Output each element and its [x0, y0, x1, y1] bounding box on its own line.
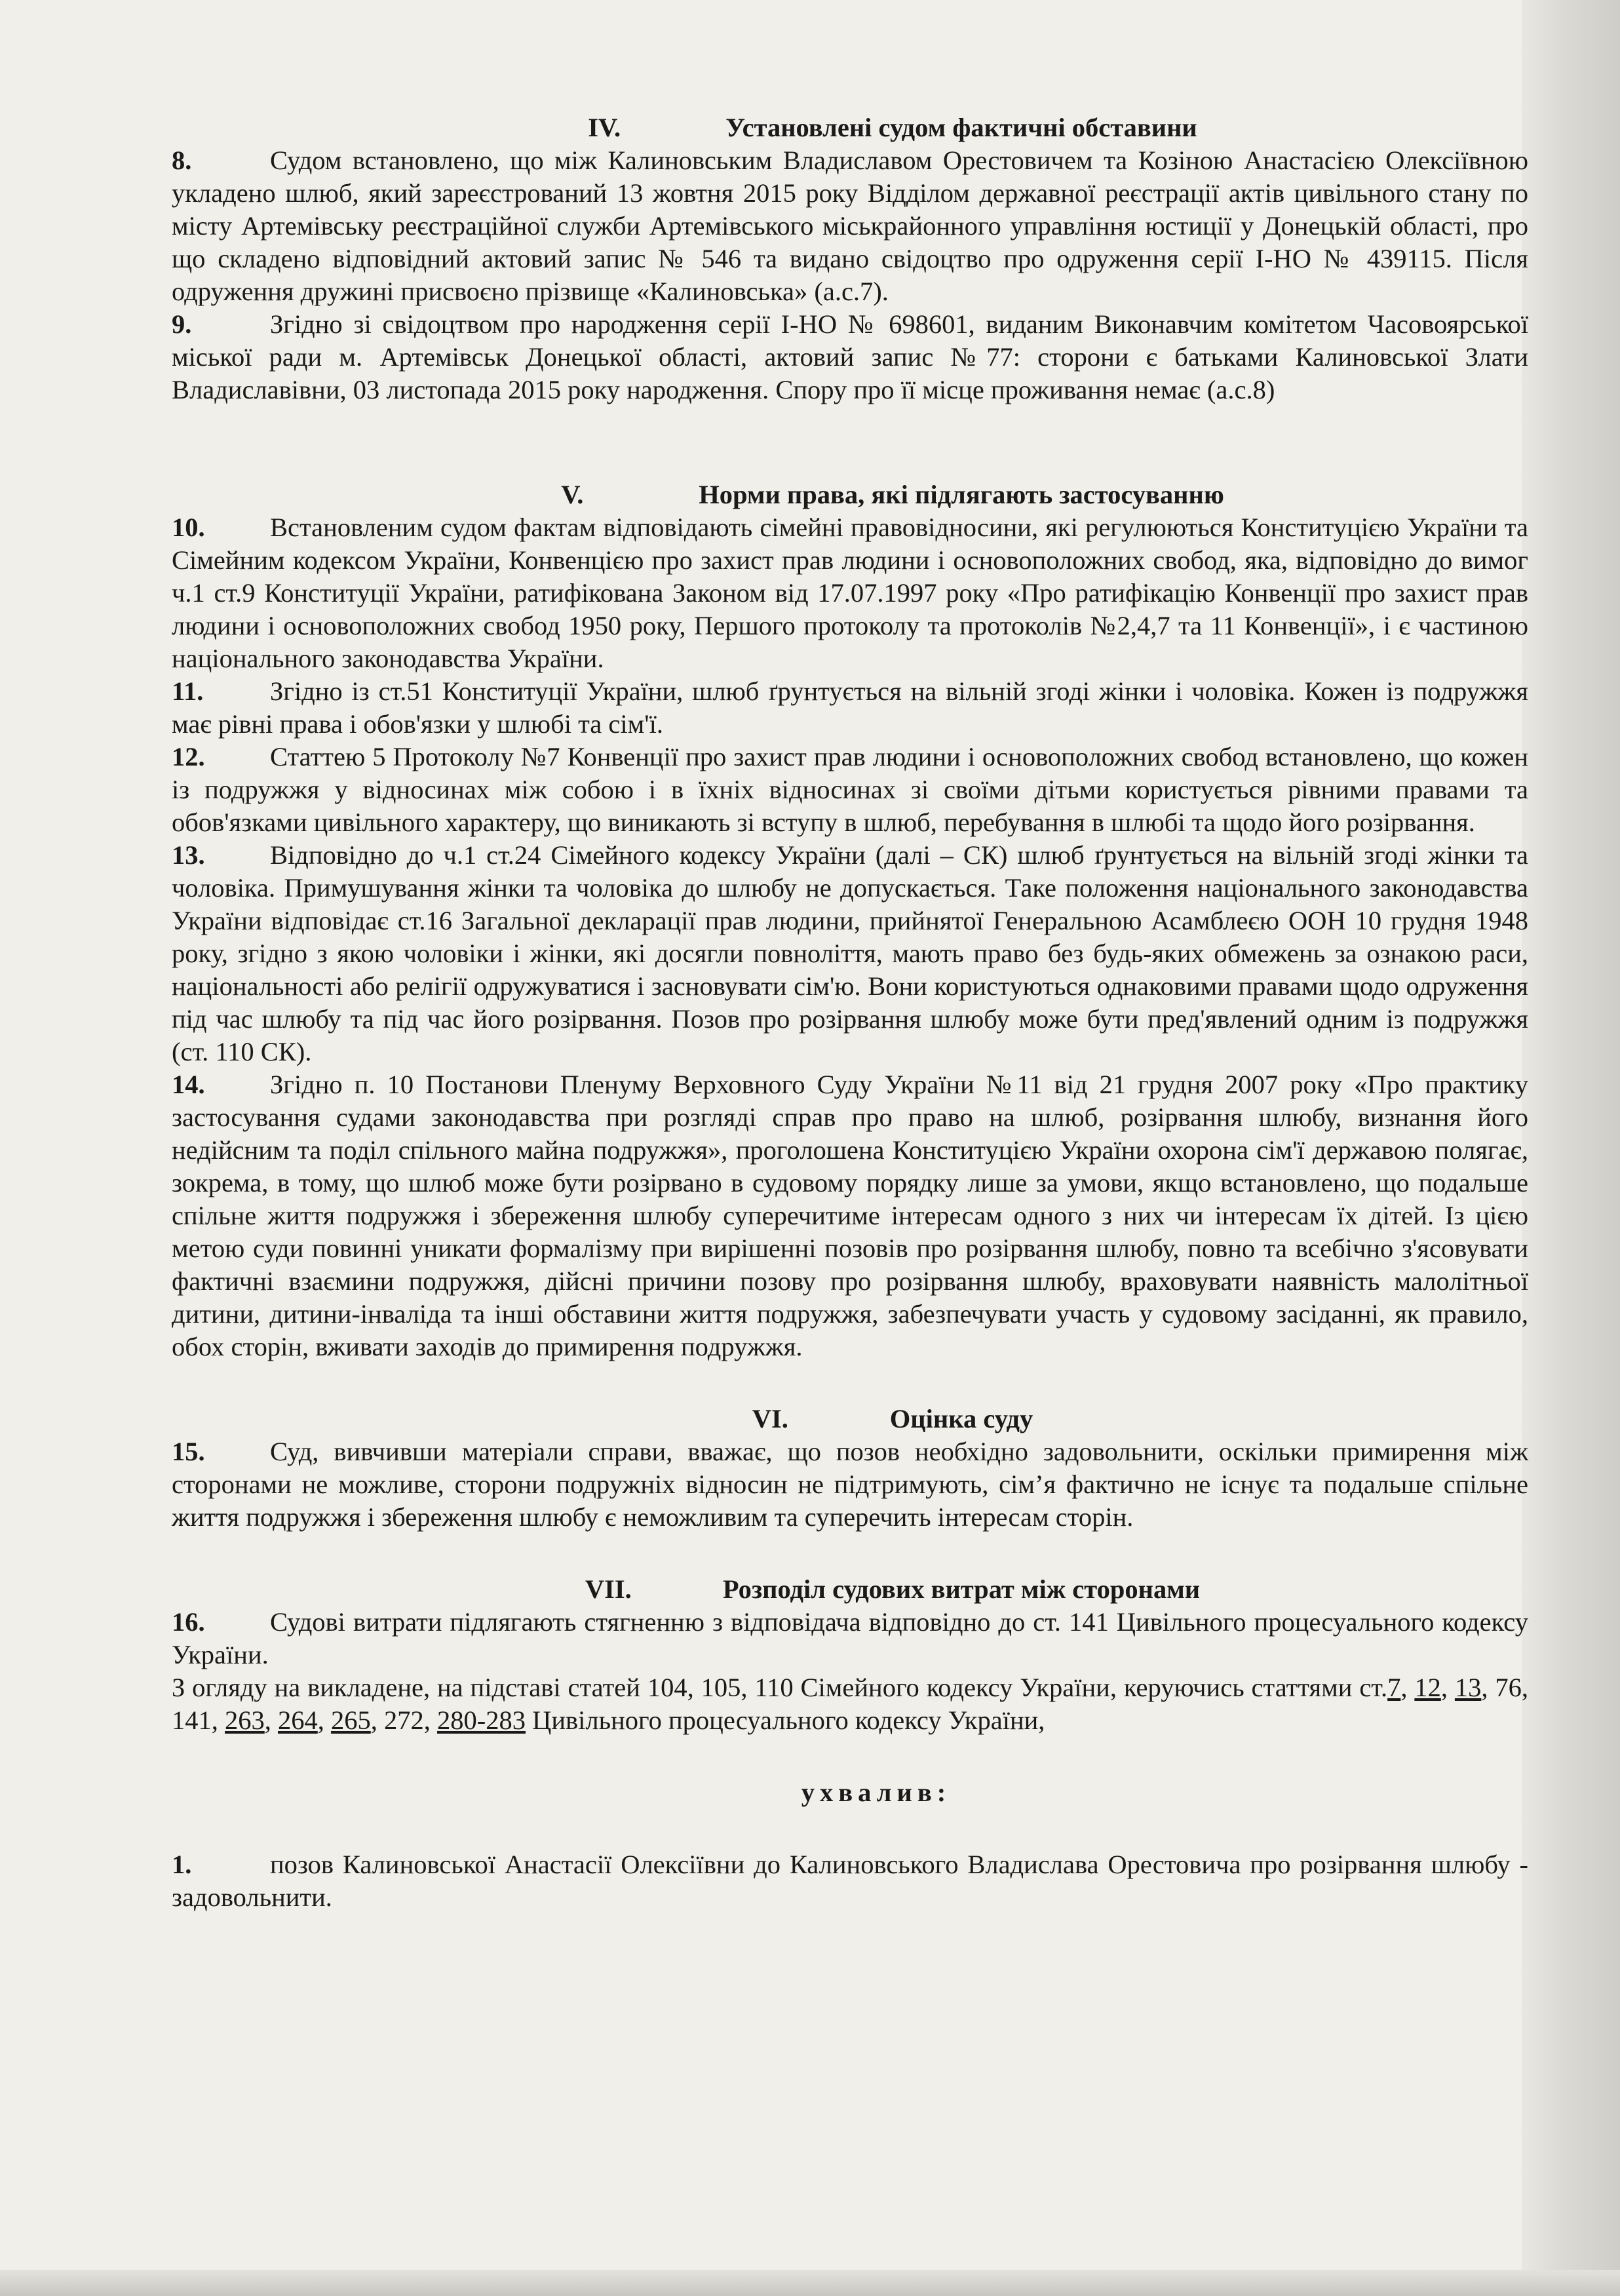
paragraph-8: 8. Судом встановлено, що між Калиновським Владиславом Орестовичем та Козіною Анастасією Олексіївною укладено шлюб, який зареєстрований 13 жовтня 2015 року Відділом державної реєстрації актів цивільного стану по місту Артемівську реєстраційної служби Артемівського міськрайонного управління юстиції у Донецькій області, про що складено відповідний актовий запис № 546 та видано свідоцтво про одруження серії І-НО № 439115. Після одруження дружині присвоєно прізвище «Калиновська» (а.с.7). [172, 146, 1528, 306]
section-heading-vi: VI. Оцінка суду [752, 1404, 1033, 1433]
paragraph-10: 10. Встановленим судом фактам відповідають сімейні правовідносини, які регулюються Конституцією України та Сімейним кодексом України, Конвенцією про захист прав людини і основоположних свобод, яка, відповідно до вимог ч.1 ст.9 Конституції України, ратифікована Законом від 17.07.1997 року «Про ратифікацію Конвенції про захист прав людини і основоположних свобод 1950 року, Першого протоколу та протоколів №2,4,7 та 11 Конвенції», і є частиною національного законодавства України. [172, 513, 1528, 673]
section-heading-vii: VII. Розподіл судових витрат між сторонами [585, 1574, 1201, 1604]
decision-heading: ухвалив: [801, 1778, 952, 1807]
paragraph-12: 12. Статтею 5 Протоколу №7 Конвенції про захист прав людини і основоположних свобод встановлено, що кожен із подружжя у відносинах між собою і в їхніх відносинах зі своїми дітьми користується рівними правами та обов'язками цивільного характеру, що виникають зі вступу в шлюб, перебування в шлюбі та щодо його розірвання. [172, 742, 1528, 837]
paragraph-15: 15. Суд, вивчивши матеріали справи, вважає, що позов необхідно задовольнити, оскільки примирення між сторонами не можливе, сторони подружніх відносин не підтримують, сім’я фактично не існує та подальше спільне життя подружжя і збереження шлюбу є неможливим та суперечить інтересам сторін. [172, 1437, 1528, 1532]
article-link-7[interactable]: 7 [1387, 1673, 1401, 1702]
paragraph-16: 16. Судові витрати підлягають стягненню з відповідача відповідно до ст. 141 Цивільного процесуального кодексу України. [172, 1607, 1528, 1669]
article-link-265[interactable]: 265 [331, 1705, 371, 1735]
scan-page-edge [1522, 0, 1620, 2296]
article-link-280-283[interactable]: 280-283 [437, 1705, 526, 1735]
legal-basis-paragraph: З огляду на викладене, на підставі статей 104, 105, 110 Сімейного кодексу України, керуючись статтями ст.7, 12, 13, 76, 141, 263, 264, 265, 272, 280-283 Цивільного процесуального кодексу України, [172, 1673, 1529, 1735]
paragraph-11: 11. Згідно із ст.51 Конституції України, шлюб ґрунтується на вільній згоді жінки і чоловіка. Кожен із подружжя має рівні права і обов'язки у шлюбі та сім'ї. [172, 676, 1528, 739]
decision-item-1: 1. позов Калиновської Анастасії Олексіївни до Калиновського Владислава Орестовича про розірвання шлюбу - задовольнити. [172, 1850, 1528, 1912]
scan-bottom-edge [0, 2270, 1620, 2296]
section-heading-v: V. Норми права, які підлягають застосуванню [561, 480, 1224, 509]
article-link-12[interactable]: 12 [1414, 1673, 1441, 1702]
article-link-263[interactable]: 263 [225, 1705, 265, 1735]
paragraph-14: 14. Згідно п. 10 Постанови Пленуму Верховного Суду України №11 від 21 грудня 2007 року «Про практику застосування судами законодавства при розгляді справ про право на шлюб, розірвання шлюбу, визнання його недійсним та поділ спільного майна подружжя», проголошена Конституцією України охорона сім'ї державою полягає, зокрема, в тому, що шлюб може бути розірвано в судовому порядку лише за умови, якщо встановлено, що подальше спільне життя подружжя і збереження шлюбу суперечитиме інтересам одного з них чи інтересам їх дітей. Із цією метою суди повинні уникати формалізму при вирішенні позовів про розірвання шлюбу, повно та всебічно з'ясовувати фактичні взаємини подружжя, дійсні причини позову про розірвання шлюбу, враховувати наявність малолітньої дитини, дитини-інваліда та інші обставини життя подружжя, забезпечувати участь у судовому засіданні, як правило, обох сторін, вживати заходів до примирення подружжя. [172, 1070, 1528, 1361]
article-link-13[interactable]: 13 [1454, 1673, 1482, 1702]
paragraph-9: 9. Згідно зі свідоцтвом про народження серії І-НО № 698601, виданим Виконавчим комітетом Часовоярської міської ради м. Артемівськ Донецької області, актовий запис №77: сторони є батьками Калиновської Злати Владиславівни, 03 листопада 2015 року народження. Спору про її місце проживання немає (а.с.8) [172, 309, 1528, 404]
section-heading-iv: IV. Установлені судом фактичні обставини [588, 113, 1197, 142]
document-body [172, 111, 1528, 1914]
paragraph-13: 13. Відповідно до ч.1 ст.24 Сімейного кодексу України (далі – СК) шлюб ґрунтується на вільній згоді жінки та чоловіка. Примушування жінки та чоловіка до шлюбу не допускається. Таке положення національного законодавства України відповідає ст.16 Загальної декларації прав людини, прийнятої Генеральною Асамблеєю ООН 10 грудня 1948 року, згідно з якою чоловіки і жінки, які досягли повноліття, мають право без будь-яких обмежень за ознакою раси, національності або релігії одружуватися і засновувати сім'ю. Вони користуються однаковими правами щодо одруження під час шлюбу та під час його розірвання. Позов про розірвання шлюбу може бути пред'явлений одним із подружжя (ст. 110 СК). [172, 840, 1528, 1066]
article-link-264[interactable]: 264 [278, 1705, 318, 1735]
